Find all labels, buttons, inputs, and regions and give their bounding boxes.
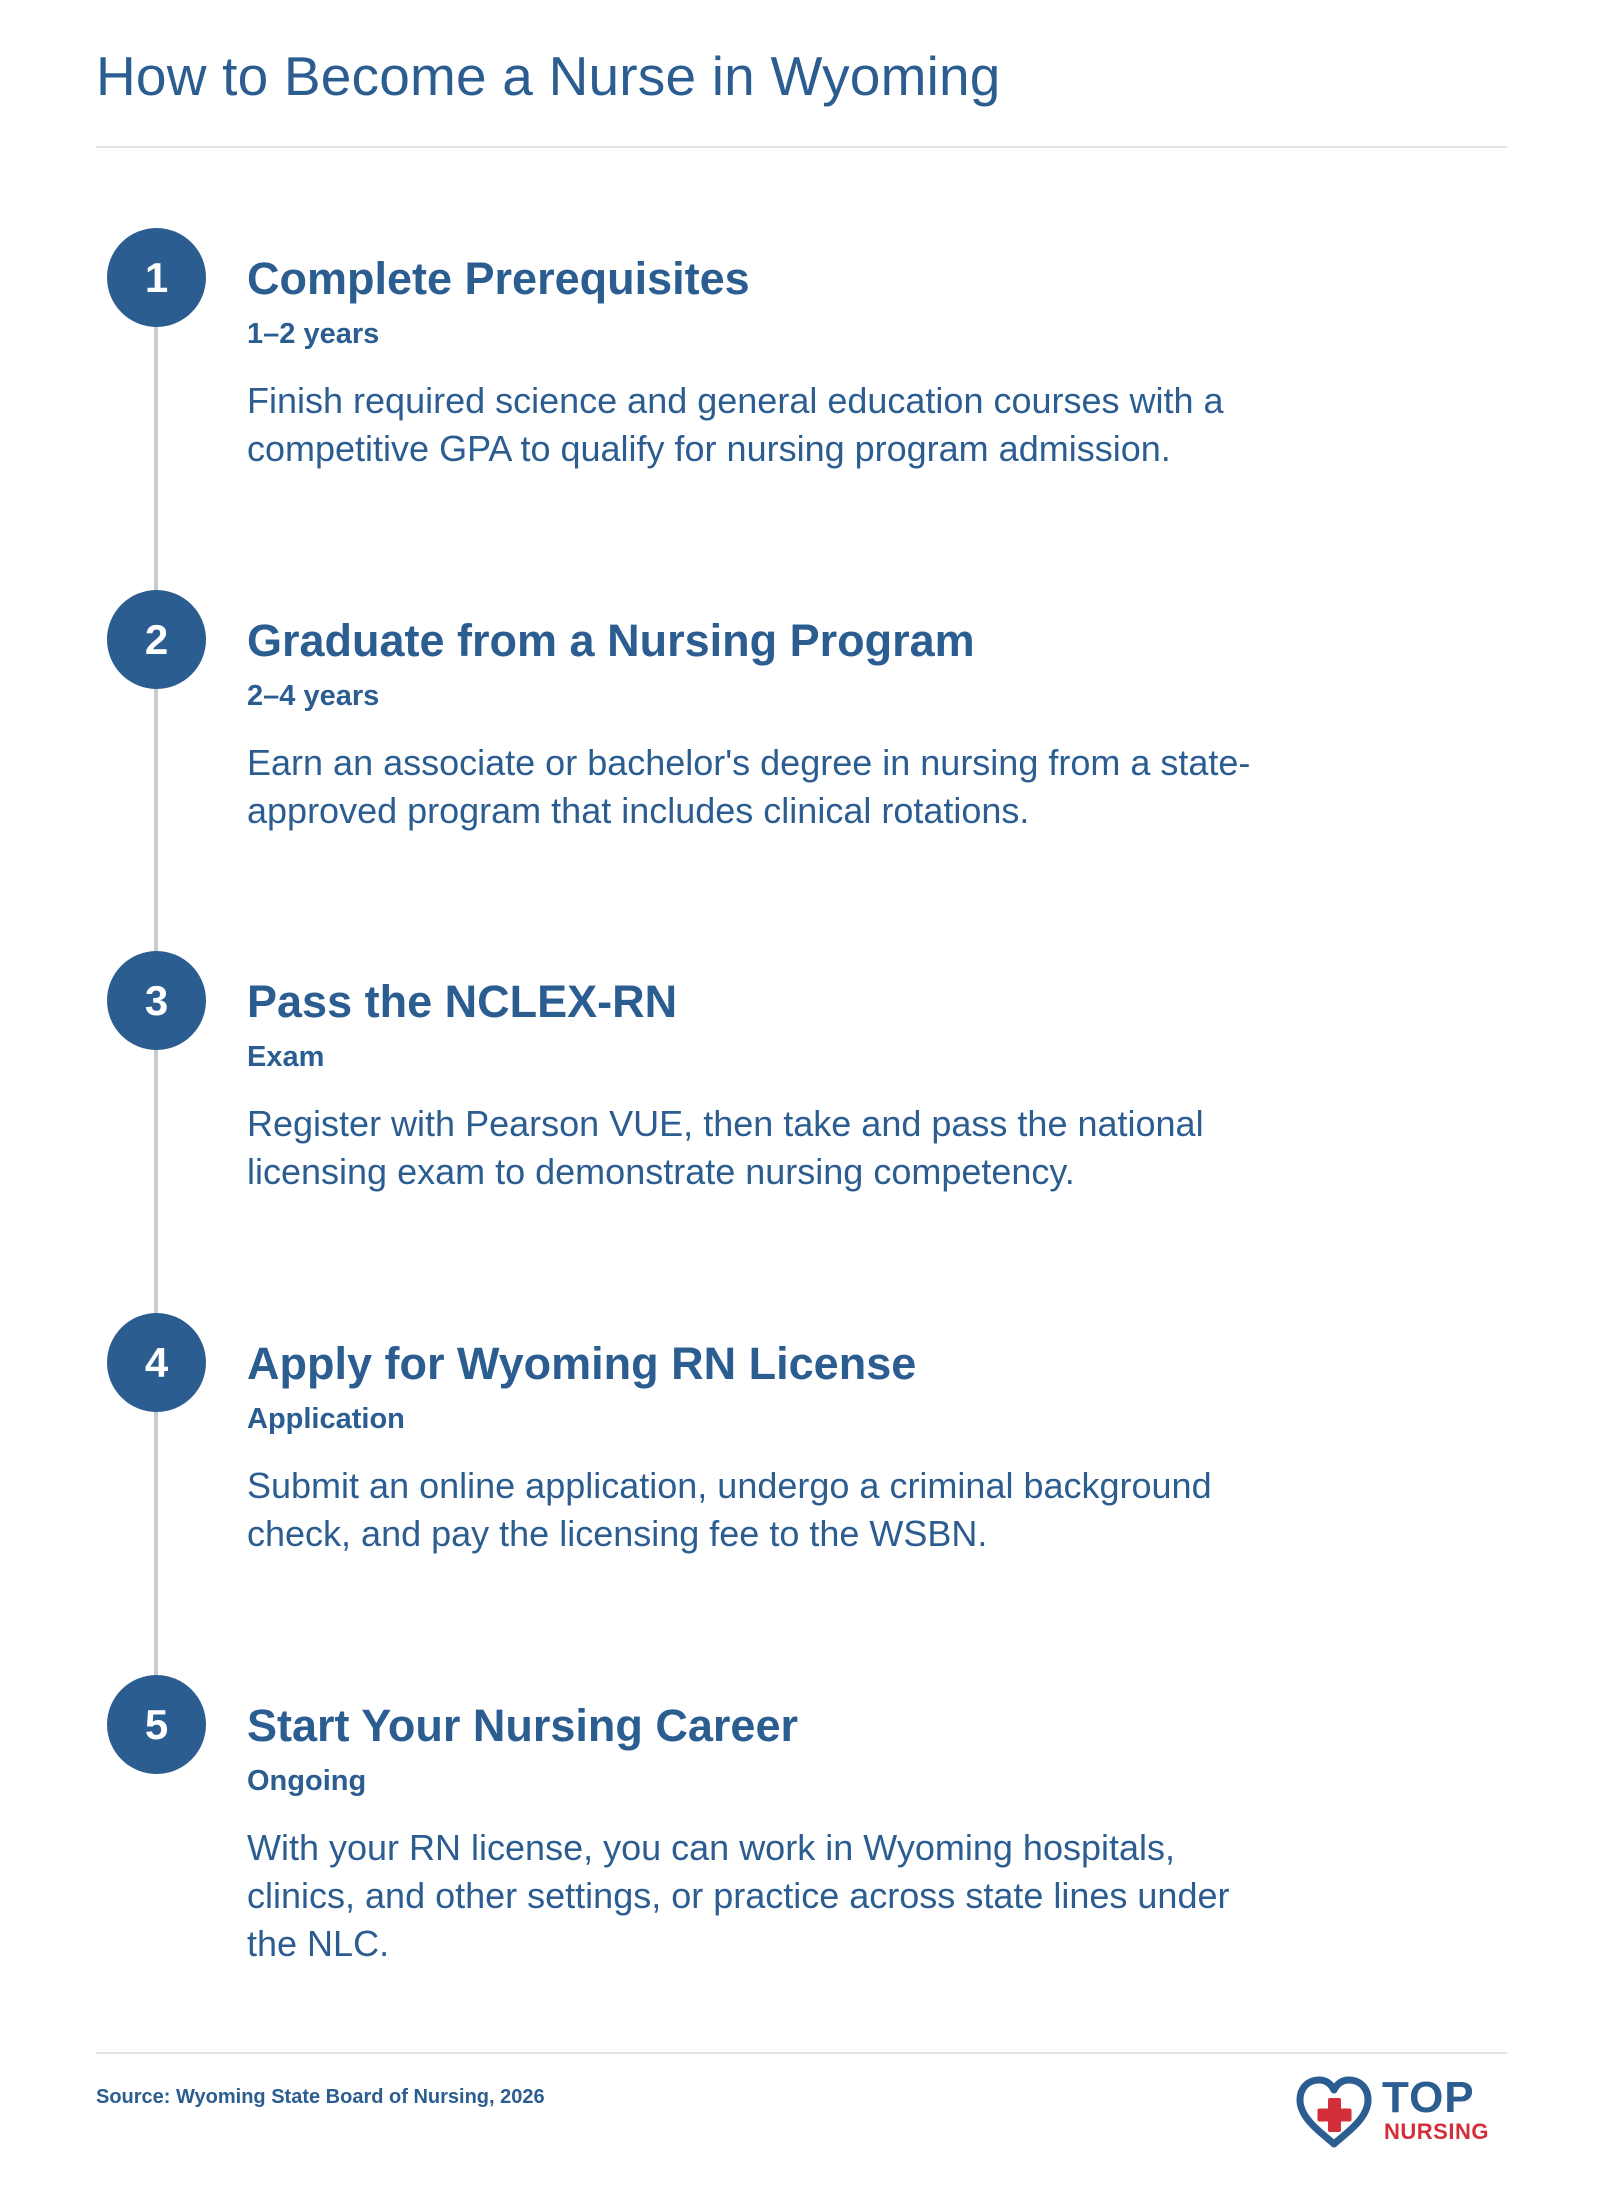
footer-divider <box>96 2052 1507 2054</box>
step-duration: Application <box>247 1403 405 1435</box>
page-title: How to Become a Nurse in Wyoming <box>96 45 1001 107</box>
step-title: Graduate from a Nursing Program <box>247 615 975 666</box>
step-title: Start Your Nursing Career <box>247 1700 798 1751</box>
step-description: Finish required science and general education courses with a competitive GPA to qualify for nursing program admission. <box>247 380 1224 469</box>
step-number-badge: 1 <box>107 228 206 327</box>
step-duration: Ongoing <box>247 1765 367 1797</box>
step-title: Pass the NCLEX-RN <box>247 976 678 1027</box>
step-duration: 1–2 years <box>247 318 380 350</box>
step-number-badge: 3 <box>107 951 206 1050</box>
brand-name-top: TOP <box>1382 2073 1475 2122</box>
step-duration: 2–4 years <box>247 680 380 712</box>
step-number-badge: 5 <box>107 1675 206 1774</box>
step-description: Earn an associate or bachelor's degree in nursing from a state-approved program that includes clinical rotations. <box>247 742 1251 831</box>
header-divider <box>96 146 1507 148</box>
step-number-badge: 4 <box>107 1313 206 1412</box>
brand-name-nursing: NURSING <box>1384 2119 1489 2144</box>
step-title: Apply for Wyoming RN License <box>247 1338 917 1389</box>
heart-cross-icon <box>1296 2076 1372 2148</box>
step-description: With your RN license, you can work in Wyoming hospitals, clinics, and other settings, or practice across state lines under the NLC. <box>247 1827 1230 1964</box>
brand-logo <box>1296 2073 1506 2148</box>
source-note: Source: Wyoming State Board of Nursing, 2026 <box>96 2086 545 2108</box>
step-title: Complete Prerequisites <box>247 253 750 304</box>
step-duration: Exam <box>247 1041 325 1073</box>
step-description: Submit an online application, undergo a criminal background check, and pay the licensing fee to the WSBN. <box>247 1465 1212 1554</box>
step-number-badge: 2 <box>107 590 206 689</box>
step-description: Register with Pearson VUE, then take and pass the national licensing exam to demonstrate nursing competency. <box>247 1103 1204 1192</box>
